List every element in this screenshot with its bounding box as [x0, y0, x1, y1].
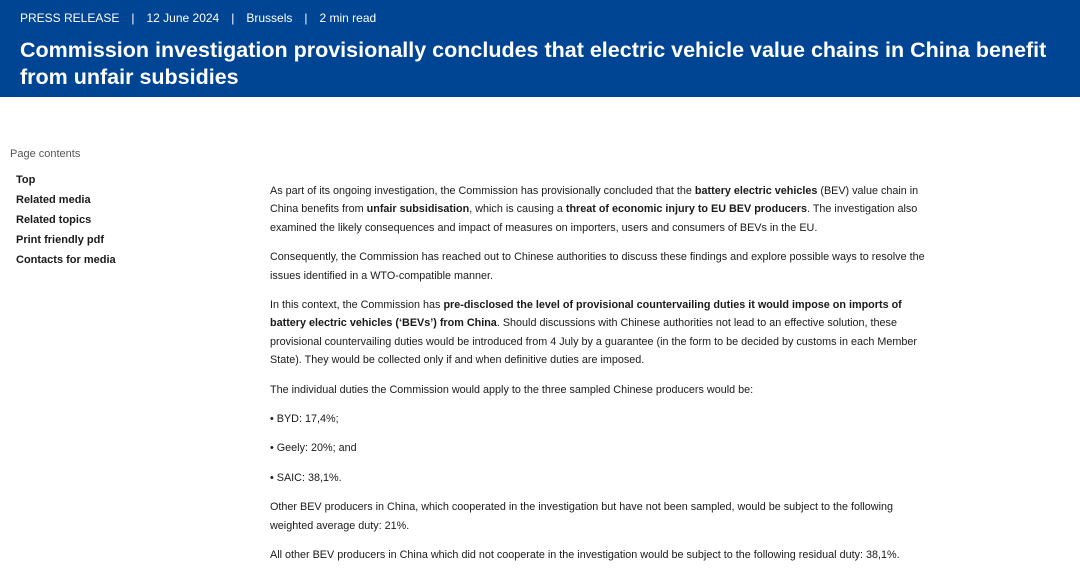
bold-text: unfair subsidisation [366, 203, 470, 216]
bold-text: battery electric vehicles [694, 185, 818, 197]
release-type: PRESS RELEASE [20, 11, 120, 25]
release-date: 12 June 2024 [146, 11, 220, 25]
bold-text: threat of economic injury to EU BEV producers [565, 203, 808, 216]
toc-link-print-pdf[interactable]: Print friendly pdf [16, 234, 104, 246]
page-title: Commission investigation provisionally concludes that electric vehicle value chains in China benefit from unfair subsidies [20, 38, 1047, 89]
toc-link-related-media[interactable]: Related media [16, 194, 91, 206]
text-run: As part of its ongoing investigation, the Commission has provisionally concluded that the [270, 185, 695, 197]
text-run: In this context, the Commission has [270, 299, 444, 312]
text-run: , which is causing a [469, 203, 566, 216]
toc-link-contacts-media[interactable]: Contacts for media [16, 254, 116, 266]
list-item-byd: • BYD: 17,4%; [270, 413, 339, 426]
paragraph-individual-duties: The individual duties the Commission would apply to the three sampled Chinese producers would be: [270, 383, 754, 396]
paragraph-cooperating-producers: Other BEV producers in China, which cooperated in the investigation but have not been sampled, would be subject to the following weighted average duty: 21%. [270, 501, 894, 532]
text-run: . The investigation also examined the likely consequences and impact of measures on importers, users and consumers of BEVs in the EU. [270, 203, 918, 234]
paragraph-consequently: Consequently, the Commission has reached out to Chinese authorities to discuss these findings and explore possible ways to resolve the issues identified in a WTO-compatible manner. [270, 251, 925, 282]
page-contents-nav [10, 148, 116, 274]
meta-separator: | [304, 11, 308, 25]
paragraph-intro [270, 182, 932, 237]
text-run: . Should discussions with Chinese authorities not lead to an effective solution, these provisional countervailing duties would be introduced from 4 July by a guarantee (in the form to be decided by customs in each Member State). They would be collected only if and when definitive duties are imposed. [270, 317, 917, 367]
header-banner [0, 0, 1080, 97]
list-item-saic: • SAIC: 38,1%. [270, 471, 342, 484]
meta-separator: | [131, 11, 135, 25]
meta-separator: | [231, 11, 235, 25]
toc-heading: Page contents [10, 148, 81, 160]
read-time: 2 min read [319, 11, 377, 25]
text-run: (BEV) value chain in China benefits from [270, 185, 919, 216]
toc-link-top[interactable]: Top [16, 174, 36, 186]
list-item-geely: • Geely: 20%; and [270, 442, 357, 455]
release-location: Brussels [246, 11, 293, 25]
meta-line [20, 11, 376, 25]
toc-link-related-topics[interactable]: Related topics [16, 214, 92, 226]
bold-text: pre-disclosed the level of provisional countervailing duties it would impose on imports of battery electric vehicles (‘BEVs’) from China [270, 299, 902, 330]
article-body [270, 182, 932, 576]
paragraph-residual-duty: All other BEV producers in China which did not cooperate in the investigation would be subject to the following residual duty: 38,1%. [270, 549, 900, 562]
paragraph-context [270, 296, 932, 370]
